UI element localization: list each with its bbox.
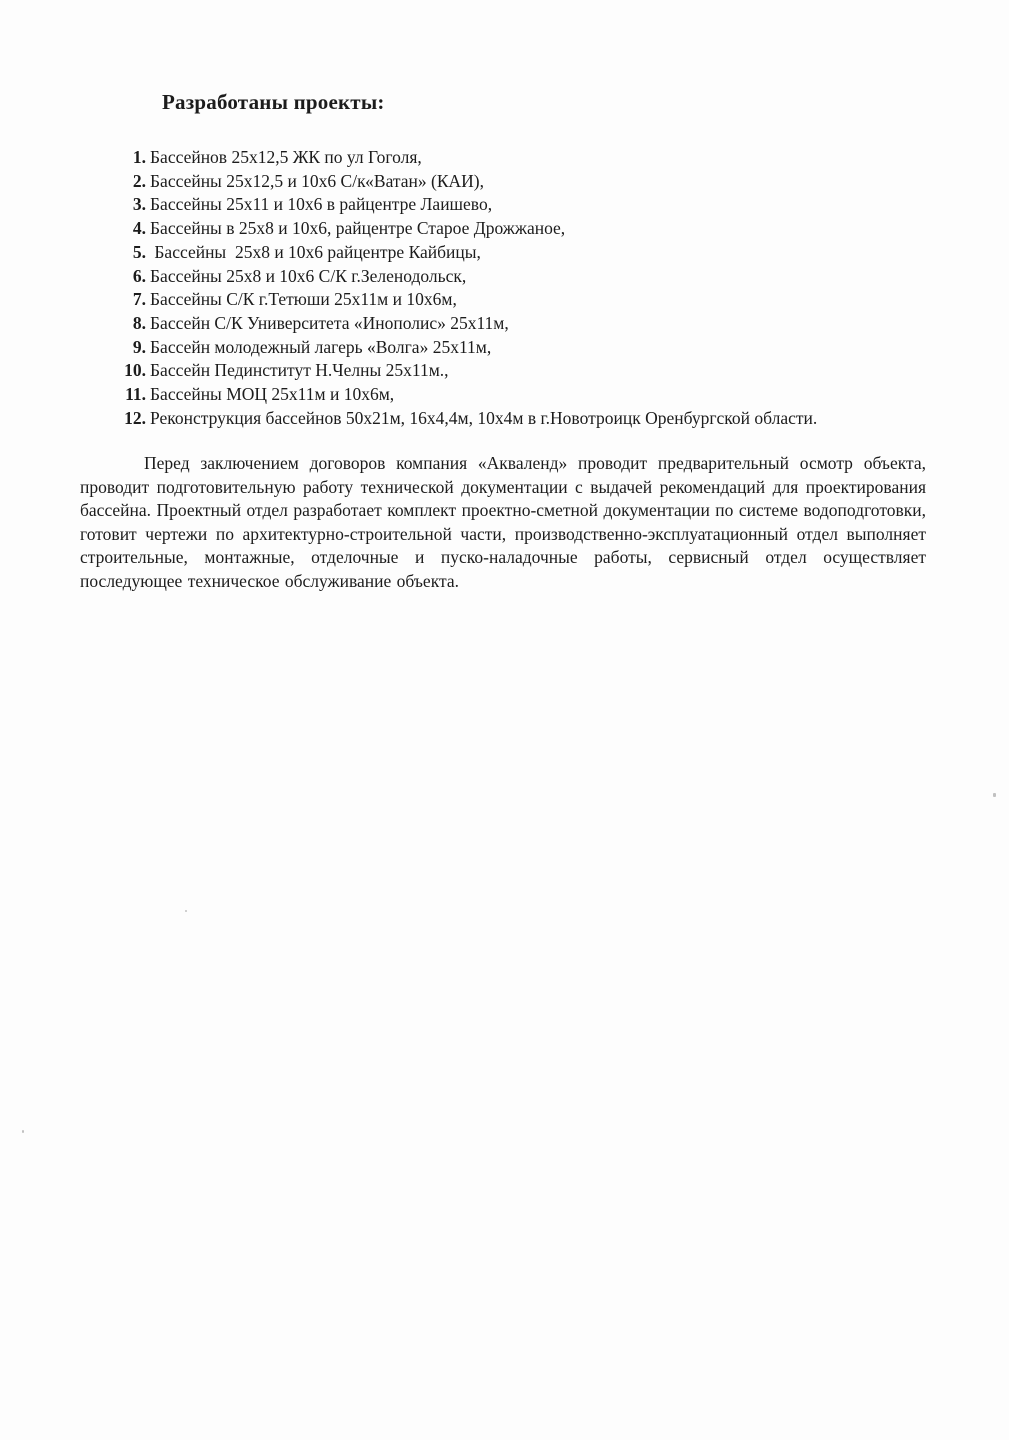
- list-item-text: Бассейны С/К г.Тетюши 25х11м и 10х6м,: [150, 289, 457, 310]
- list-item-text: Бассейн молодежный лагерь «Волга» 25х11м,: [150, 336, 492, 357]
- list-item-number: 9.: [132, 336, 146, 357]
- list-item: [110, 146, 926, 170]
- list-item: [110, 288, 926, 312]
- list-item: [110, 336, 926, 360]
- body-paragraph: Перед заключением договоров компания «Акваленд» проводит предварительный осмотр объекта, проводит подготовительную работу технической документации с выдачей рекомендаций для проектирования бассейна. Проектный отдел разработает комплект проектно-сметной документации по системе водоподготовки, готовит чертежи по архитектурно-строительной части, производственно-эксплуатационный отдел выполняет строительные, монтажные, отделочные и пуско-наладочные работы, сервисный отдел осуществляет последующее техническое обслуживание объекта.: [80, 453, 926, 591]
- list-item: [110, 170, 926, 194]
- list-item: [110, 265, 926, 289]
- list-item: [110, 359, 926, 383]
- scan-speck: [22, 1130, 24, 1133]
- list-item-text: Бассейны МОЦ 25х11м и 10х6м,: [150, 384, 395, 405]
- list-item-text: Бассейны 25х11 и 10х6 в райцентре Лаишево,: [150, 194, 493, 215]
- list-item-text: Бассейны 25х8 и 10х6 райцентре Кайбицы,: [150, 241, 481, 262]
- list-item-text: Бассейны 25х12,5 и 10х6 С/к«Ватан» (КАИ),: [150, 170, 484, 191]
- list-item: [110, 407, 926, 431]
- scan-speck: [993, 793, 996, 797]
- list-item-text: Бассейны 25х8 и 10х6 С/К г.Зеленодольск,: [150, 265, 467, 286]
- list-item-text: Реконструкция бассейнов 50х21м, 16х4,4м, 10х4м в г.Новотроицк Оренбургской области.: [150, 407, 818, 428]
- list-item-number: 2.: [132, 170, 146, 191]
- list-item-number: 1.: [132, 147, 146, 167]
- page-heading: Разработаны проекты:: [162, 90, 385, 114]
- list-item-number: 11.: [125, 384, 146, 405]
- list-item: [110, 217, 926, 241]
- scan-speck: [185, 910, 187, 912]
- list-item-text: Бассейн С/К Университета «Инополис» 25х11м,: [150, 312, 509, 333]
- list-item: [110, 312, 926, 336]
- list-item-number: 3.: [132, 194, 146, 215]
- list-item-number: 8.: [132, 312, 146, 333]
- list-item-number: 4.: [132, 218, 146, 239]
- project-list: [110, 146, 926, 430]
- list-item: [110, 193, 926, 217]
- list-item-number: 10.: [124, 360, 146, 381]
- list-item-number: 12.: [124, 407, 146, 428]
- list-item-number: 5.: [132, 241, 146, 262]
- list-item-text: Бассейны в 25х8 и 10х6, райцентре Старое Дрожжаное,: [150, 218, 566, 239]
- list-item: [110, 383, 926, 407]
- list-item: [110, 241, 926, 265]
- list-item-number: 7.: [132, 289, 146, 310]
- list-item-text: Бассейн Пединститут Н.Челны 25х11м.,: [150, 360, 449, 381]
- list-item-text: Бассейнов 25х12,5 ЖК по ул Гоголя,: [150, 147, 422, 167]
- list-item-number: 6.: [132, 265, 146, 286]
